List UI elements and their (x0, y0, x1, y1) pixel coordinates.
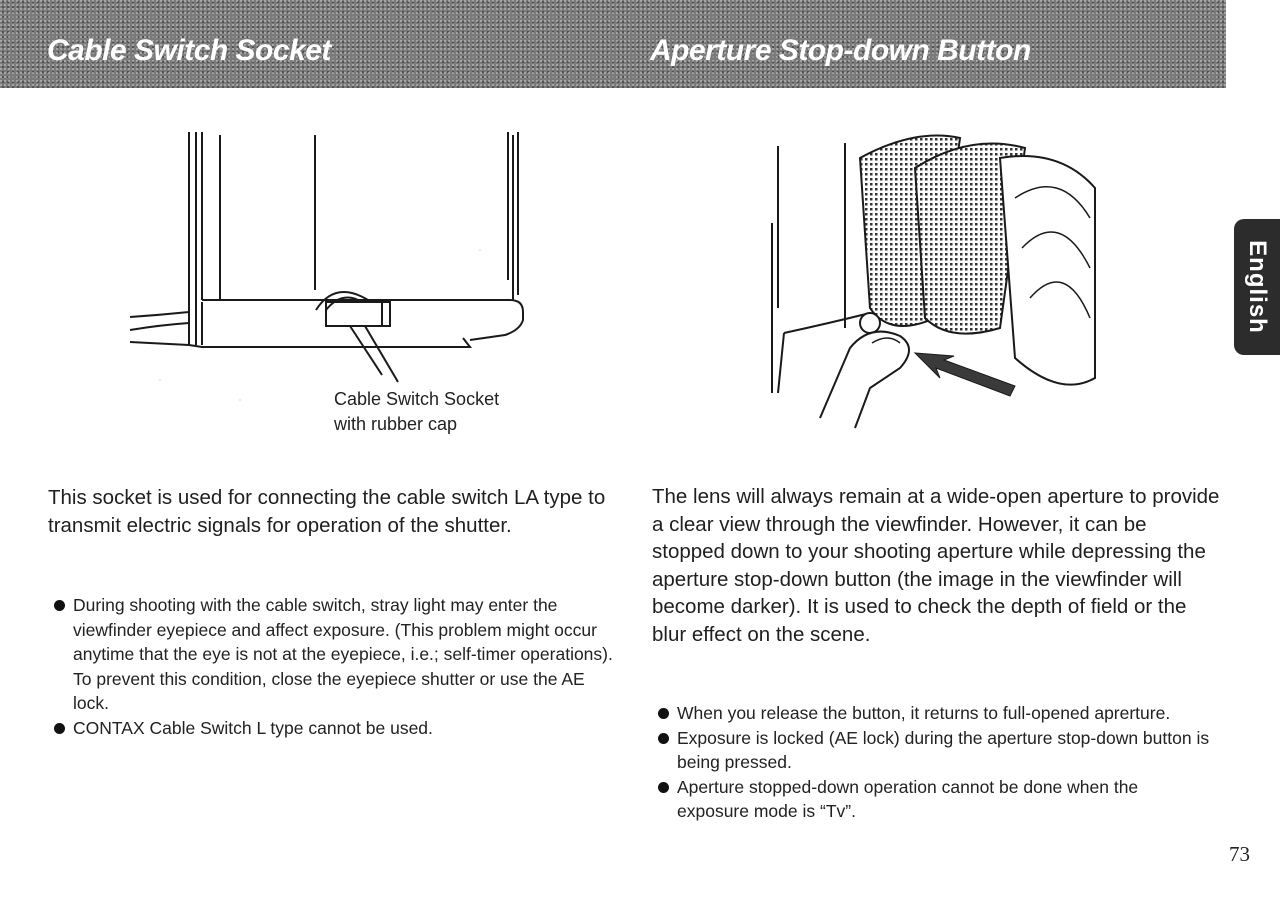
aperture-stop-down-illustration (760, 128, 1100, 448)
stop-down-description: The lens will always remain at a wide-open aperture to provide a clear view through the viewfinder. However, it can be stopped down to your shooting aperture while depressing the aperture stop-down button (the image in the viewfinder will become darker). It is used to check the depth of field or the blur effect on the scene. (652, 485, 1220, 646)
page-number: 73 (1229, 842, 1250, 866)
list-item: When you release the button, it returns to full-opened aprerture. (652, 701, 1212, 726)
section-title-cable-switch-socket: Cable Switch Socket (47, 34, 331, 67)
stop-down-notes (652, 701, 1212, 824)
list-item: CONTAX Cable Switch L type cannot be used. (48, 716, 623, 741)
list-item: During shooting with the cable switch, stray light may enter the viewfinder eyepiece and affect exposure. (This problem might occur anytime that the eye is not at the eyepiece, i.e.; self-timer operations). To prevent this condition, close the eyepiece shutter or use the AE lock. (48, 593, 623, 716)
bullet-dot-icon (658, 733, 669, 744)
bullet-dot-icon (658, 708, 669, 719)
list-item: Aperture stopped-down operation cannot be done when the exposure mode is “Tv”. (652, 775, 1212, 824)
bullet-dot-icon (658, 782, 669, 793)
caption-cable-switch-socket: Cable Switch Socket (334, 389, 500, 409)
language-tab (1234, 219, 1280, 355)
cable-switch-description: This socket is used for connecting the cable switch LA type to transmit electric signals for operation of the shutter. (48, 486, 606, 537)
bullet-dot-icon (54, 600, 65, 611)
caption-rubber-cap: with rubber cap (334, 414, 458, 434)
cable-switch-notes (48, 593, 623, 740)
bullet-dot-icon (54, 723, 65, 734)
section-title-aperture-stop-down-button: Aperture Stop-down Button (650, 34, 1031, 67)
list-item: Exposure is locked (AE lock) during the aperture stop-down button is being pressed. (652, 726, 1212, 775)
language-tab-label: English (1244, 240, 1272, 334)
